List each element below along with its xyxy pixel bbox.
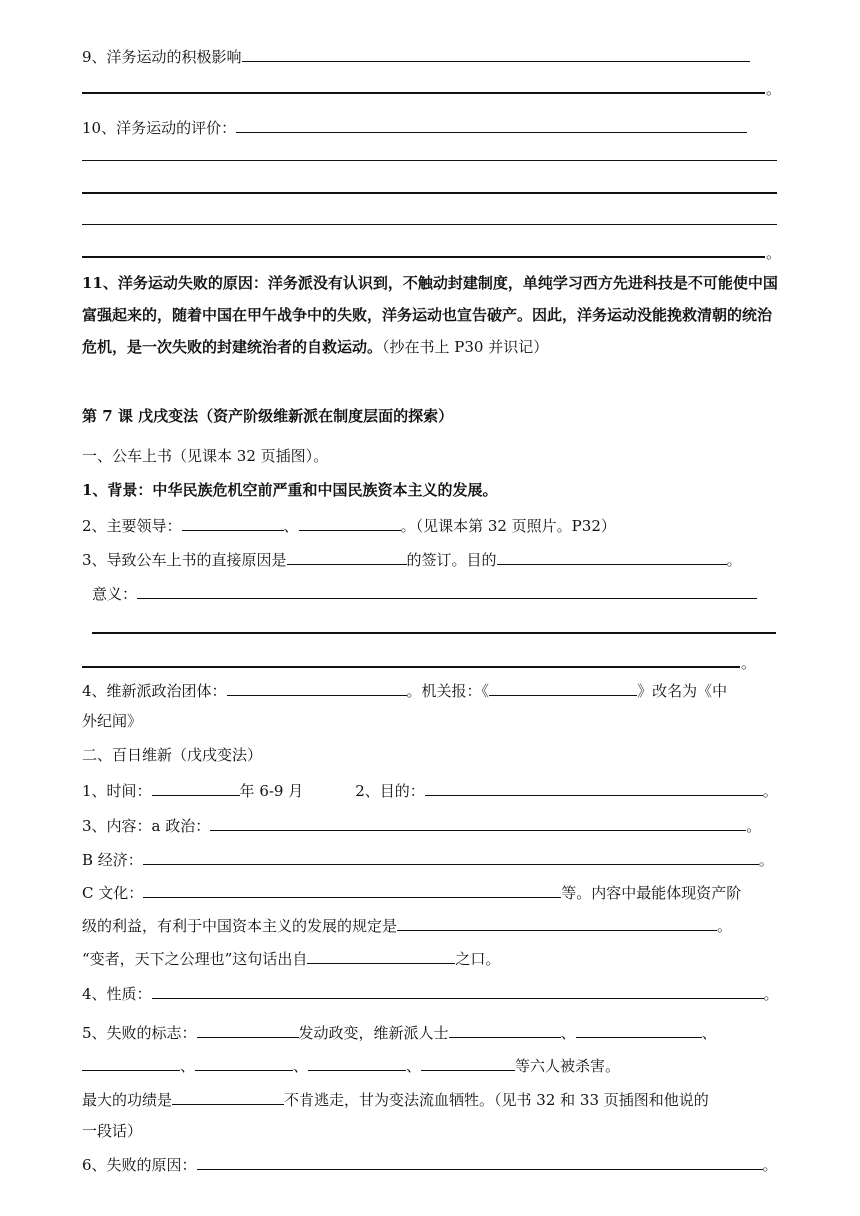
s1-q3-line xyxy=(82,547,742,569)
s2-failure-sign-label: 5、失败的标志： xyxy=(82,1024,197,1042)
s1-q2-label: 2、主要领导： xyxy=(82,517,182,535)
politics-blank[interactable] xyxy=(210,813,746,831)
meaning-blank-3[interactable] xyxy=(82,666,740,668)
economy-blank[interactable] xyxy=(143,847,759,865)
culture-blank[interactable] xyxy=(143,880,561,898)
leader-blank-1[interactable] xyxy=(182,513,284,531)
s2-quote-tail: 之口。 xyxy=(455,950,501,968)
s2-q6-line xyxy=(82,1152,778,1174)
s1-q3-label: 3、导致公车上书的直接原因是 xyxy=(82,551,287,569)
s2-quote-label: “变者，天下之公理也”这句话出自 xyxy=(82,950,308,968)
s2-q1-line xyxy=(82,778,778,800)
s2-q3-period: 。 xyxy=(746,817,762,835)
q11-paragraph xyxy=(82,267,778,363)
s2-q6-period: 。 xyxy=(762,1156,778,1174)
victim-blank-1[interactable] xyxy=(449,1020,561,1038)
s2-sep-1: 、 xyxy=(560,1024,576,1042)
s2-failure-reason-label: 6、失败的原因： xyxy=(82,1156,197,1174)
s2-culture-cont-line xyxy=(82,913,732,935)
coup-blank[interactable] xyxy=(197,1020,299,1038)
q10-blank-2[interactable] xyxy=(82,160,777,161)
s2-sep-2: 、 xyxy=(701,1024,717,1042)
q10-line xyxy=(82,115,747,137)
q11-note: （抄在书上 P30 并识记） xyxy=(382,338,549,356)
s2-sep-3: 、 xyxy=(180,1057,196,1075)
lesson7-title: 第 7 课 戊戌变法（资产阶级维新派在制度层面的探索） xyxy=(82,407,454,425)
q9-blank-2[interactable] xyxy=(82,92,765,94)
martyr-blank[interactable] xyxy=(172,1087,284,1105)
s2-q4-period: 。 xyxy=(763,985,779,1003)
s2-sep-4: 、 xyxy=(293,1057,309,1075)
s2-economy-label: B 经济： xyxy=(82,851,143,869)
s2-merit-label: 最大的功绩是 xyxy=(82,1091,173,1109)
year-blank[interactable] xyxy=(152,778,240,796)
q10-label: 10、洋务运动的评价： xyxy=(82,119,237,137)
s2-content-politics-label: 3、内容：a 政治： xyxy=(82,817,211,835)
s1-q3-period: 。 xyxy=(726,551,742,569)
treaty-blank[interactable] xyxy=(287,547,407,565)
q9-label: 9、洋务运动的积极影响 xyxy=(82,48,242,66)
nature-blank[interactable] xyxy=(152,981,764,999)
s1-q2-sep: 、 xyxy=(283,517,299,535)
s2-merit-line xyxy=(82,1087,709,1109)
q9-line xyxy=(82,44,750,66)
s2-time-month: 年 6-9 月 xyxy=(239,782,304,800)
q10-period: 。 xyxy=(766,244,782,262)
q10-blank-3[interactable] xyxy=(82,192,777,194)
q10-blank-5[interactable] xyxy=(82,256,765,258)
s1-q4-line xyxy=(82,678,727,700)
failure-reason-blank[interactable] xyxy=(197,1152,763,1170)
s2-q1-period: 。 xyxy=(762,782,778,800)
s1-q2-line xyxy=(82,513,616,535)
s2-q5-line xyxy=(82,1020,717,1042)
s1-meaning-line xyxy=(92,581,757,603)
victim-blank-5[interactable] xyxy=(308,1053,406,1071)
meaning-blank-2[interactable] xyxy=(92,632,776,634)
s1-q4-label: 4、维新派政治团体： xyxy=(82,682,227,700)
purpose-blank[interactable] xyxy=(497,547,727,565)
s2-culture-cont: 级的利益，有利于中国资本主义的发展的规定是 xyxy=(82,917,398,935)
victim-blank-4[interactable] xyxy=(195,1053,293,1071)
s2-econ-line xyxy=(82,847,774,869)
s1-q2-note: 。（见课本第 32 页照片。P32） xyxy=(400,517,616,535)
s2-culture-label: C 文化： xyxy=(82,884,144,902)
s2-q4-line xyxy=(82,981,779,1003)
s2-failure-sign-mid: 发动政变，维新派人士 xyxy=(298,1024,449,1042)
leader-blank-2[interactable] xyxy=(299,513,401,531)
q9-period: 。 xyxy=(766,80,782,98)
s2-purpose-blank[interactable] xyxy=(425,778,763,796)
s2-q5-tail: 等六人被杀害。 xyxy=(515,1057,621,1075)
s1-meaning-label: 意义： xyxy=(92,585,138,603)
victim-blank-3[interactable] xyxy=(82,1053,180,1071)
meaning-blank-1[interactable] xyxy=(137,581,757,599)
s2-purpose-label: 2、目的： xyxy=(355,782,425,800)
victim-blank-6[interactable] xyxy=(421,1053,515,1071)
s1-q4-cont: 外纪闻》 xyxy=(82,712,143,730)
q10-blank-4[interactable] xyxy=(82,224,777,225)
s1-q1-background: 1、背景：中华民族危机空前严重和中国民族资本主义的发展。 xyxy=(82,481,498,499)
section2-title: 二、百日维新（戊戌变法） xyxy=(82,746,263,764)
q9-blank[interactable] xyxy=(242,44,750,62)
s2-culture-tail: 等。内容中最能体现资产阶 xyxy=(561,884,742,902)
s2-q5-cont-line xyxy=(82,1053,620,1075)
q10-blank[interactable] xyxy=(236,115,747,133)
s2-cont-period: 。 xyxy=(717,917,733,935)
meaning-period: 。 xyxy=(741,654,757,672)
s1-q4-newspaper-label: 。机关报：《 xyxy=(406,682,490,700)
q11-text: 11、洋务运动失败的原因：洋务派没有认识到，不触动封建制度，单纯学习西方先进科技是不可能使中国富强起来的，随着中国在甲午战争中的失败，洋务运动也宣告破产。因此，洋务运动没能挽救清朝的统治危机，是一次失败的封建统治者的自救运动。 xyxy=(82,274,778,356)
s2-q3-line xyxy=(82,813,761,835)
s2-merit-cont: 一段话） xyxy=(82,1122,143,1140)
s2-sep-5: 、 xyxy=(406,1057,422,1075)
newspaper-blank[interactable] xyxy=(489,678,637,696)
s1-q3-purpose-label: 的签订。目的 xyxy=(406,551,497,569)
s2-nature-label: 4、性质： xyxy=(82,985,152,1003)
s2-time-label: 1、时间： xyxy=(82,782,152,800)
s2-quote-line xyxy=(82,946,500,968)
provision-blank[interactable] xyxy=(397,913,717,931)
s2-merit-tail: 不肯逃走，甘为变法流血牺牲。（见书 32 和 33 页插图和他说的 xyxy=(284,1091,709,1109)
s1-q4-renamed: 》改名为《中 xyxy=(637,682,728,700)
victim-blank-2[interactable] xyxy=(576,1020,702,1038)
group-blank[interactable] xyxy=(227,678,407,696)
s2-econ-period: 。 xyxy=(758,851,774,869)
section1-title: 一、公车上书（见课本 32 页插图）。 xyxy=(82,447,329,465)
s2-culture-line xyxy=(82,880,741,902)
quote-author-blank[interactable] xyxy=(307,946,455,964)
